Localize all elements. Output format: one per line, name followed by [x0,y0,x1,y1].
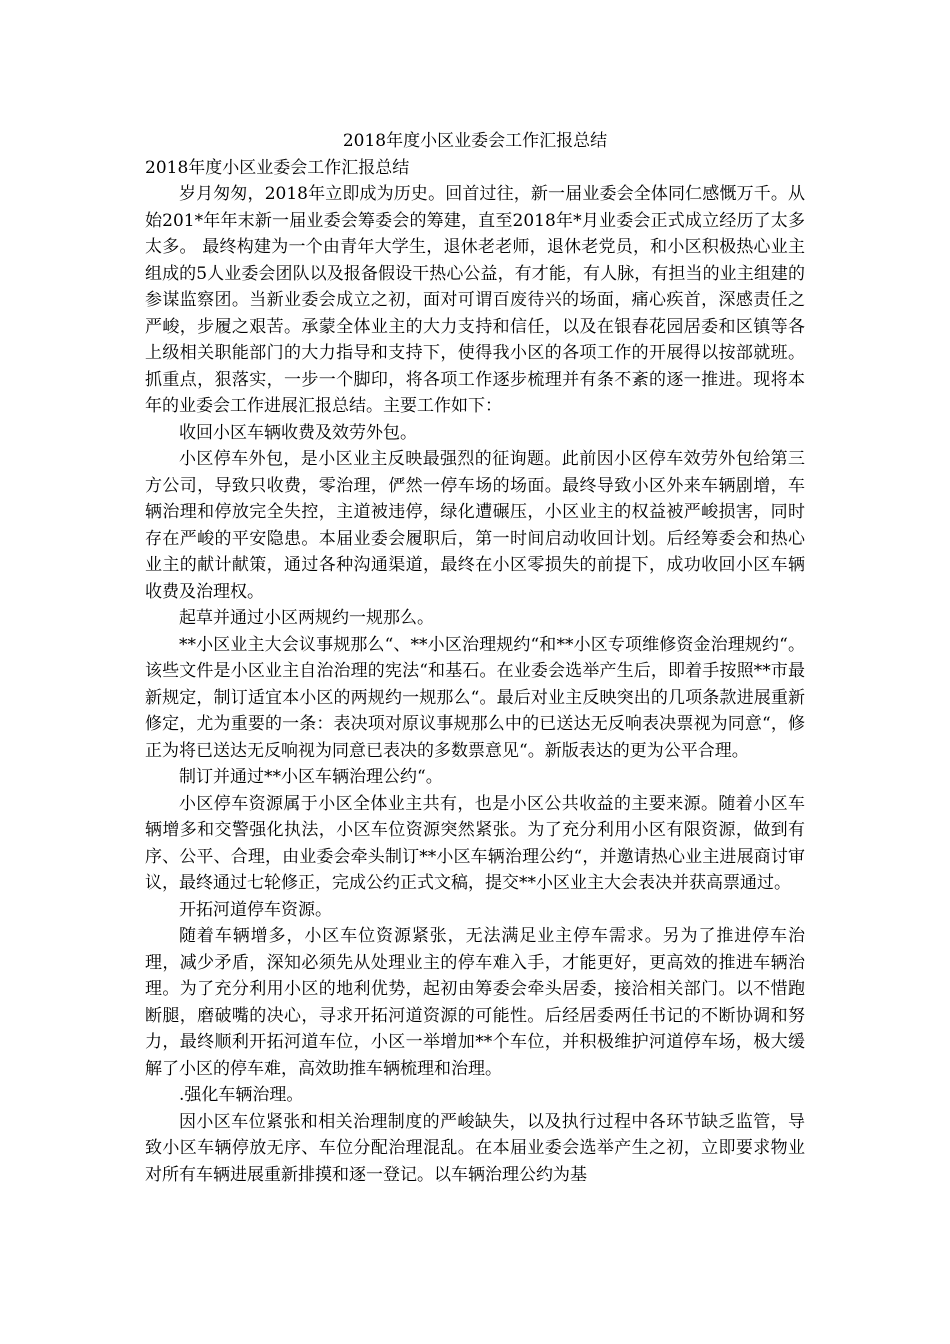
section-body-river-parking: 随着车辆增多，小区车位资源紧张，无法满足业主停车需求。另为了推进停车治理，减少矛盾，深知必须先从处理业主的停车难入手，才能更好，更高效的推进车辆治理。为了充分利用小区的地利优势，起初由筹委会牵头居委，接洽相关部门。以不惜跑断腿，磨破嘴的决心，寻求开拓河道资源的可能性。后经居委两任书记的不断协调和努力，最终顺利开拓河道车位，小区一举增加**个车位，并积极维护河道停车场，极大缓解了小区的停车难，高效助推车辆梳理和治理。 [145,926,805,1079]
section-body-vehicle-convention: 小区停车资源属于小区全体业主共有，也是小区公共收益的主要来源。随着小区车辆增多和交警强化执法，小区车位资源突然紧张。为了充分利用小区有限资源，做到有序、公平、合理，由业委会牵头制订**小区车辆治理公约“，并邀请热心业主进展商讨审议，最终通过七轮修正，完成公约正式文稿，提交**小区业主大会表决并获高票通过。 [145,793,805,893]
section-body-regulations: **小区业主大会议事规那么“、**小区治理规约“和**小区专项维修资金治理规约“。该些文件是小区业主自治治理的宪法“和基石。在业委会选举产生后，即着手按照**市最新规定，制订适宜本小区的两规约一规那么“。最后对业主反映突出的几项条款进展重新修定，尤为重要的一条：表决项对原议事规那么中的已送达无反响表决票视为同意“，修正为将已送达无反响视为同意已表决的多数票意见“。新版表达的更为公平合理。 [145,634,805,761]
section-heading-regulations: 起草并通过小区两规约一规那么。 [179,608,434,628]
document-title: 2018年度小区业委会工作汇报总结 [342,131,608,151]
section-body-vehicle-management: 因小区车位紧张和相关治理制度的严峻缺失，以及执行过程中各环节缺乏监管，导致小区车辆停放无序、车位分配治理混乱。在本届业委会选举产生之初，立即要求物业对所有车辆进展重新排摸和逐一登记。以车辆治理公约为基 [145,1111,805,1185]
document-page [145,128,805,1188]
intro-paragraph: 岁月匆匆，2018年立即成为历史。回首过往，新一届业委会全体同仁感慨万千。从始201*年年末新一届业委会筹委会的筹建，直至2018年*月业委会正式成立经历了太多太多。 最终构建为一个由青年大学生，退休老老师，退休老党员，和小区积极热心业主组成的5人业委会团队以及报备假设干热心公益，有才能，有人脉，有担当的业主组建的参谋监察团。当新业委会成立之初，面对可谓百废待兴的场面，痛心疾首，深感责任之严峻，步履之艰苦。承蒙全体业主的大力支持和信任，以及在银春花园居委和区镇等各上级相关职能部门的大力指导和支持下，使得我小区的各项工作的开展得以按部就班。抓重点，狠落实，一步一个脚印，将各项工作逐步梳理并有条不紊的逐一推进。现将本年的业委会工作进展汇报总结。主要工作如下： [145,184,805,416]
section-heading-river-parking: 开拓河道停车资源。 [179,899,332,920]
document-subtitle: 2018年度小区业委会工作汇报总结 [145,157,410,178]
section-heading-parking-outsourcing: 收回小区车辆收费及效劳外包。 [179,422,417,443]
section-heading-vehicle-convention: 制订并通过**小区车辆治理公约“。 [179,767,443,787]
section-heading-vehicle-management: .强化车辆治理。 [179,1085,304,1105]
section-body-parking-outsourcing: 小区停车外包，是小区业主反映最强烈的征询题。此前因小区停车效劳外包给第三方公司，导致只收费，零治理，俨然一停车场的场面。最终导致小区外来车辆剧增，车辆治理和停放完全失控，主道被违停，绿化遭碾压，小区业主的权益被严峻损害，同时存在严峻的平安隐患。本届业委会履职后，第一时间启动收回计划。后经筹委会和热心业主的献计献策，通过各种沟通渠道，最终在小区零损失的前提下，成功收回小区车辆收费及治理权。 [145,449,805,602]
